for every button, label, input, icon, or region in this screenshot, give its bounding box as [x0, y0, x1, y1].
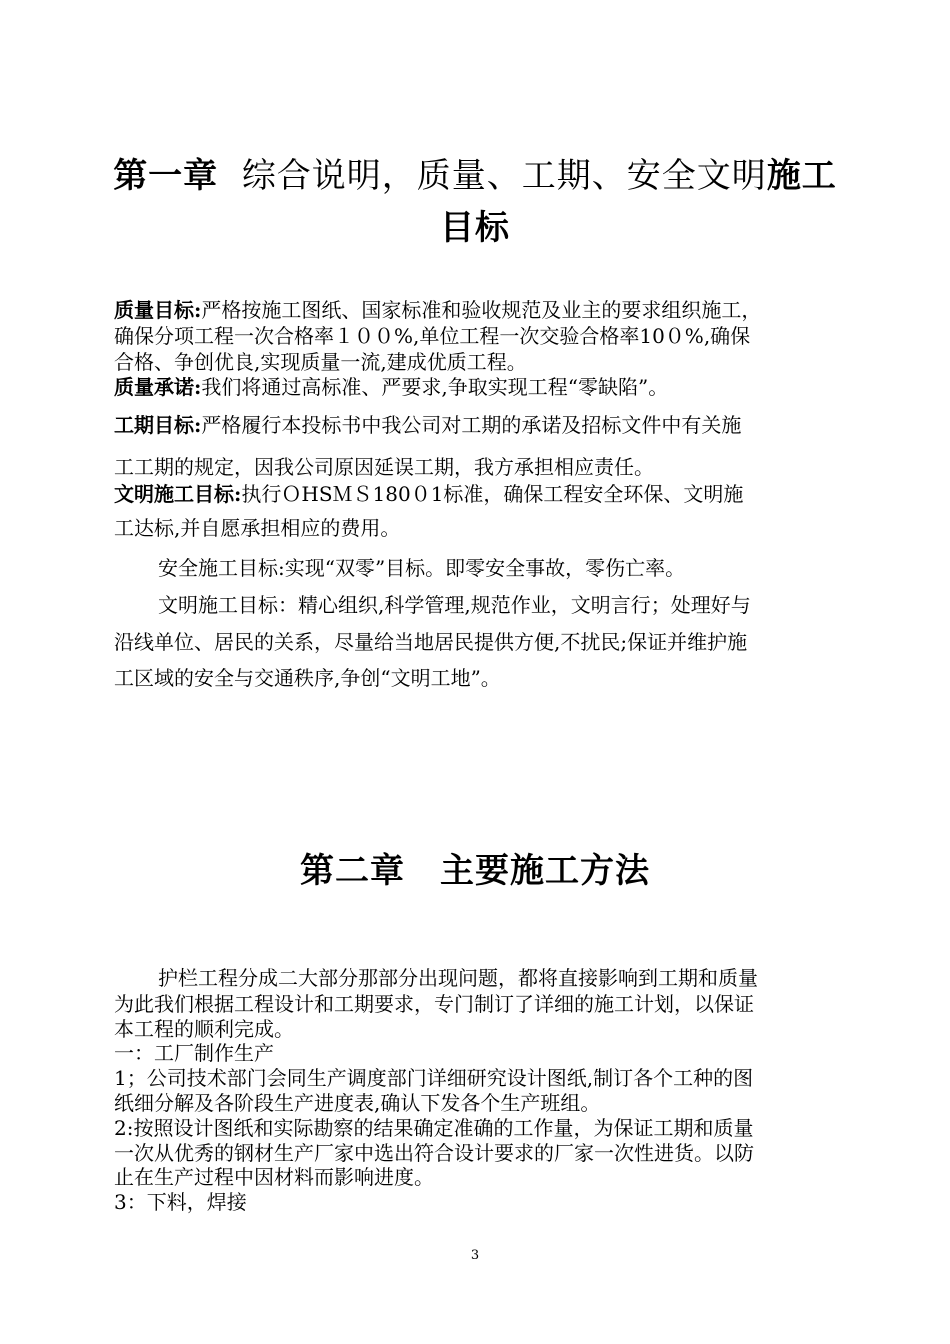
civil-construction-goal-label: 文明施工目标:	[114, 482, 242, 506]
chapter-1-title	[60, 150, 890, 254]
paragraph-line: 工达标,并自愿承担相应的费用。	[114, 516, 401, 540]
paragraph-line: 工区域的安全与交通秩序,争创“文明工地”。	[114, 666, 501, 690]
paragraph-line: 安全施工目标:实现“双零”目标。即零安全事故，零伤亡率。	[158, 556, 686, 580]
chapter-1-title-line-1	[60, 150, 890, 202]
list-item-continuation: 一次从优秀的钢材生产厂家中选出符合设计要求的厂家一次性进货。以防	[114, 1141, 754, 1165]
list-item: 1；公司技术部门会同生产调度部门详细研究设计图纸,制订各个工种的图	[114, 1066, 754, 1090]
list-heading: 一：工厂制作生产	[114, 1041, 274, 1065]
paragraph-line: 沿线单位、居民的关系，尽量给当地居民提供方便,不扰民;保证并维护施	[114, 630, 748, 654]
chapter-1-title-text: 综合说明，质量、工期、安全文明	[241, 156, 767, 196]
list-item-continuation: 纸细分解及各阶段生产进度表,确认下发各个生产班组。	[114, 1091, 601, 1115]
paragraph-line: 文明施工目标：精心组织,科学管理,规范作业，文明言行；处理好与	[158, 593, 751, 617]
list-item: 2:按照设计图纸和实际勘察的结果确定准确的工作量，为保证工期和质量	[114, 1116, 754, 1140]
paragraph-line: 护栏工程分成二大部分那部分出现问题，都将直接影响到工期和质量	[158, 966, 758, 990]
paragraph-line	[114, 298, 844, 322]
quality-goal-text: 严格按施工图纸、国家标准和验收规范及业主的要求组织施工，	[201, 298, 762, 322]
chapter-1-title-line-2: 目标	[440, 208, 510, 248]
schedule-goal-label: 工期目标:	[114, 413, 202, 437]
chapter-1-number: 第一章	[113, 156, 219, 196]
civil-construction-goal-text: 执行ＯHSＭＳ180０1标准，确保工程安全环保、文明施	[241, 482, 744, 506]
paragraph-line: 为此我们根据工程设计和工期要求，专门制订了详细的施工计划，以保证	[114, 992, 754, 1016]
quality-promise-text: 我们将通过高标准、严要求,争取实现工程“零缺陷”。	[201, 375, 669, 399]
paragraph-line: 本工程的顺利完成。	[114, 1017, 294, 1041]
paragraph-line: 合格、争创优良,实现质量一流,建成优质工程。	[114, 350, 527, 374]
quality-promise-label: 质量承诺:	[114, 375, 202, 399]
paragraph-line	[114, 482, 844, 506]
page-number: 3	[470, 1248, 480, 1263]
list-item: 3：下料，焊接	[114, 1190, 247, 1214]
chapter-2-title: 第二章 主要施工方法	[300, 851, 650, 891]
quality-goal-label: 质量目标:	[114, 298, 202, 322]
paragraph-line: 确保分项工程一次合格率１００%,单位工程一次交验合格率10０%,确保	[114, 324, 751, 348]
paragraph-line	[114, 375, 844, 399]
schedule-goal-text: 严格履行本投标书中我公司对工期的承诺及招标文件中有关施	[201, 413, 742, 437]
chapter-1-title-bold-end: 施工	[766, 156, 837, 196]
paragraph-line	[114, 413, 844, 437]
paragraph-line: 工工期的规定，因我公司原因延误工期，我方承担相应责任。	[114, 455, 654, 479]
list-item-continuation: 止在生产过程中因材料而影响进度。	[114, 1165, 434, 1189]
